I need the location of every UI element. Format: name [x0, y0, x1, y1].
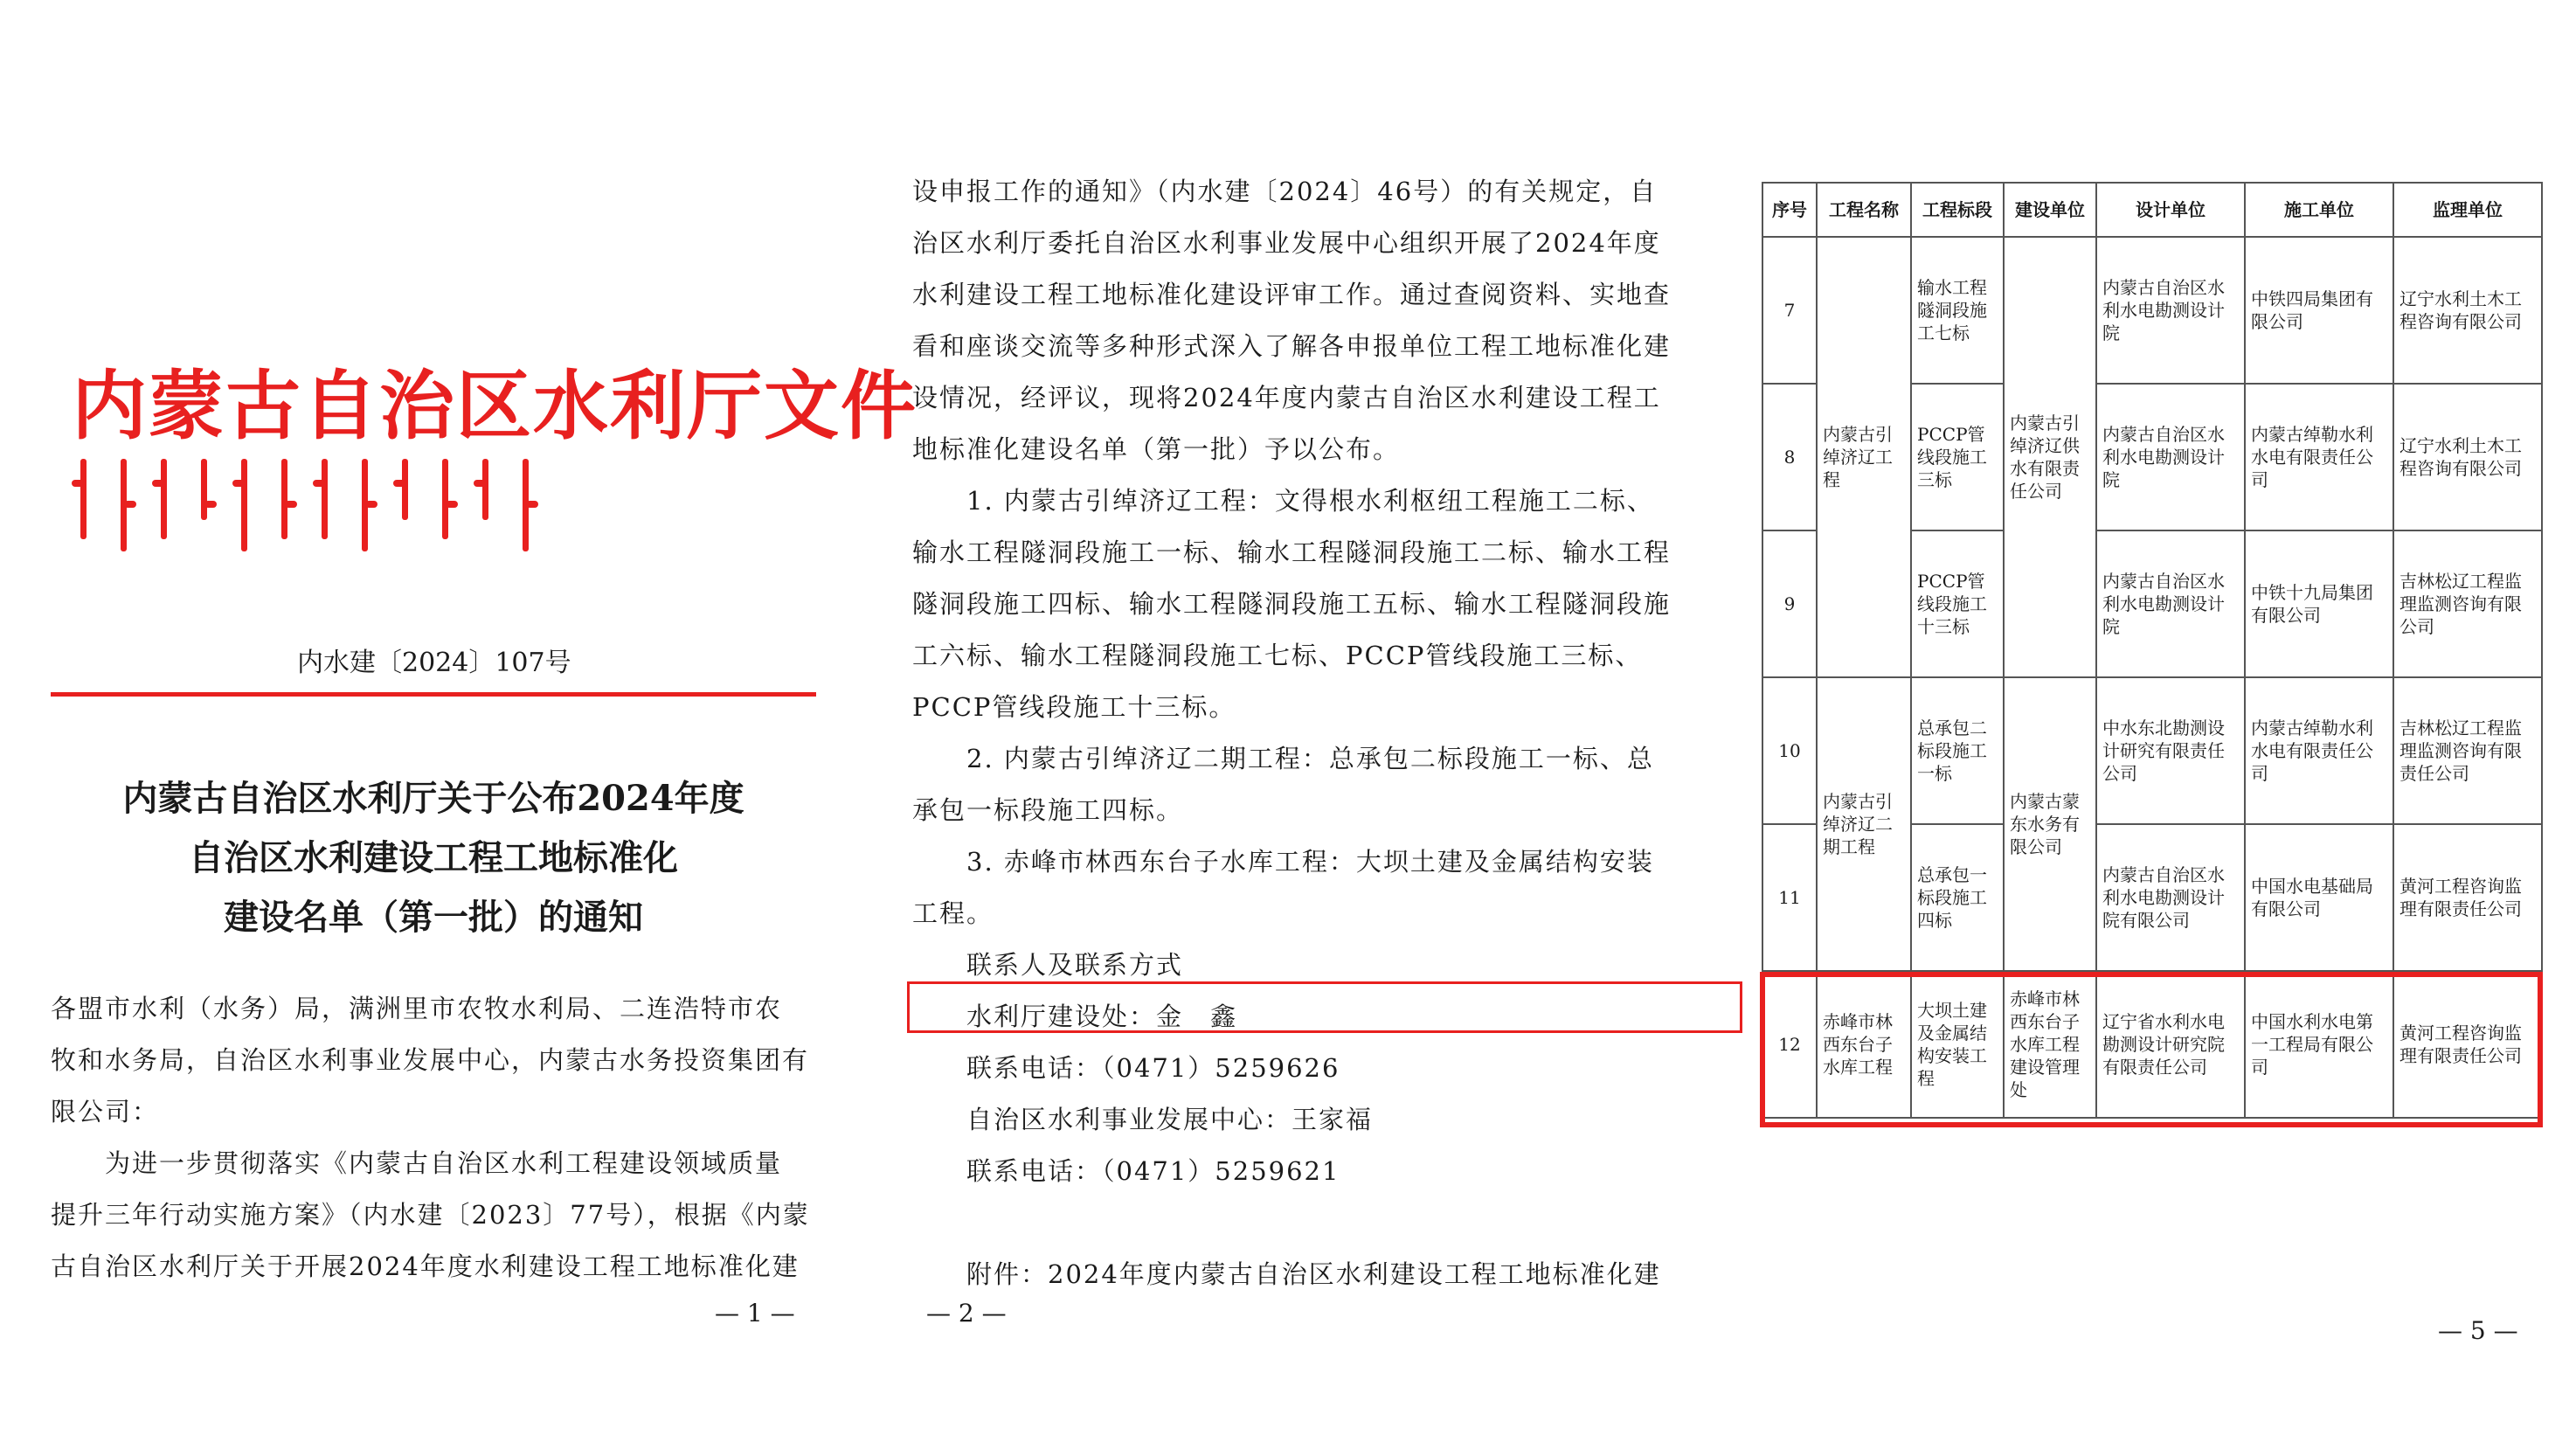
body-line: 工程。 — [912, 898, 994, 928]
body-line: 承包一标段施工四标。 — [912, 795, 1184, 825]
body-line: 地标准化建设名单（第一批）予以公布。 — [912, 434, 1401, 464]
document-header-title: 内蒙古自治区水利厅文件 — [72, 362, 918, 450]
notice-title-line: 自治区水利建设工程工地标准化 — [189, 837, 678, 878]
mongolian-glyph — [320, 459, 329, 539]
body-line: 自治区水利事业发展中心：王家福 — [912, 1105, 1374, 1134]
body-line: 古自治区水利厅关于开展2024年度水利建设工程工地标准化建 — [51, 1251, 800, 1281]
cell-section: 输水工程隧洞段施工七标 — [1911, 237, 2004, 384]
cell-construction: 中铁四局集团有限公司 — [2245, 237, 2393, 384]
mongolian-glyph — [400, 459, 409, 520]
cell-construction: 中国水利水电第一工程局有限公司 — [2245, 971, 2393, 1118]
mongolian-glyph — [440, 459, 449, 539]
body-line: 联系人及联系方式 — [912, 950, 1184, 980]
red-divider-line — [51, 692, 816, 697]
cell-no: 9 — [1762, 530, 1817, 677]
cell-builder-merged: 内蒙古蒙东水务有限公司 — [2004, 677, 2096, 971]
col-header-section: 工程标段 — [1911, 183, 2004, 237]
cell-section: 总承包一标段施工四标 — [1911, 824, 2004, 971]
cell-builder: 赤峰市林西东台子水库工程建设管理处 — [2004, 971, 2096, 1118]
cell-design: 内蒙古自治区水利水电勘测设计院有限公司 — [2096, 824, 2245, 971]
cell-supervision: 吉林松辽工程监理监测咨询有限公司 — [2393, 530, 2542, 677]
page1-body — [51, 983, 816, 1293]
highlight-frame-row-12 — [1760, 972, 2543, 1127]
mongolian-script-header — [79, 459, 530, 551]
document-page-5-table — [1739, 0, 2576, 1449]
table-row — [1762, 677, 2542, 824]
cell-design: 内蒙古自治区水利水电勘测设计院 — [2096, 530, 2245, 677]
cell-no: 7 — [1762, 237, 1817, 384]
body-line: 联系电话：（0471）5259626 — [912, 1053, 1340, 1083]
body-line: 为进一步贯彻落实《内蒙古自治区水利工程建设领域质量 — [51, 1148, 783, 1178]
table-row — [1762, 237, 2542, 384]
body-line: 限公司： — [51, 1097, 160, 1127]
page-number: — 5 — — [2438, 1316, 2518, 1345]
cell-design: 中水东北勘测设计研究有限责任公司 — [2096, 677, 2245, 824]
mongolian-glyph — [521, 459, 530, 551]
cell-no: 11 — [1762, 824, 1817, 971]
body-line: 联系电话：（0471）5259621 — [912, 1156, 1340, 1186]
cell-supervision: 辽宁水利土木工程咨询有限公司 — [2393, 384, 2542, 530]
body-line: 提升三年行动实施方案》（内水建〔2023〕77号），根据《内蒙 — [51, 1200, 810, 1230]
col-header-no: 序号 — [1762, 183, 1817, 237]
body-line: PCCP管线段施工十三标。 — [912, 692, 1236, 722]
body-line — [912, 1197, 1681, 1249]
notice-title — [51, 769, 816, 947]
body-line: 工六标、输水工程隧洞段施工七标、PCCP管线段施工三标、 — [912, 641, 1643, 670]
body-line: 设情况，经评议，现将2024年度内蒙古自治区水利建设工程工 — [912, 383, 1661, 413]
cell-no: 10 — [1762, 677, 1817, 824]
cell-section: PCCP管线段施工三标 — [1911, 384, 2004, 530]
body-line: 牧和水务局，自治区水利事业发展中心，内蒙古水务投资集团有 — [51, 1045, 810, 1075]
body-line: 附件：2024年度内蒙古自治区水利建设工程工地标准化建 — [912, 1259, 1661, 1289]
mongolian-glyph — [79, 459, 87, 539]
cell-design: 内蒙古自治区水利水电勘测设计院 — [2096, 384, 2245, 530]
cell-construction: 内蒙古绰勒水利水电有限责任公司 — [2245, 384, 2393, 530]
col-header-project: 工程名称 — [1817, 183, 1911, 237]
cell-design: 辽宁省水利水电勘测设计研究院有限责任公司 — [2096, 971, 2245, 1118]
cell-design: 内蒙古自治区水利水电勘测设计院 — [2096, 237, 2245, 384]
cell-supervision: 黄河工程咨询监理有限责任公司 — [2393, 971, 2542, 1118]
mongolian-glyph — [159, 459, 168, 539]
mongolian-glyph — [199, 459, 208, 520]
body-line: 3. 赤峰市林西东台子水库工程：大坝土建及金属结构安装 — [912, 847, 1654, 877]
cell-construction: 中国水电基础局有限公司 — [2245, 824, 2393, 971]
mongolian-glyph — [239, 459, 248, 551]
table-header-row — [1762, 183, 2542, 237]
cell-project-merged: 内蒙古引绰济辽工程 — [1817, 237, 1911, 677]
body-line: 设申报工作的通知》（内水建〔2024〕46号）的有关规定，自 — [912, 177, 1658, 206]
body-line: 隧洞段施工四标、输水工程隧洞段施工五标、输水工程隧洞段施 — [912, 589, 1672, 619]
cell-supervision: 辽宁水利土木工程咨询有限公司 — [2393, 237, 2542, 384]
body-line: 输水工程隧洞段施工一标、输水工程隧洞段施工二标、输水工程 — [912, 537, 1672, 567]
page-number: — 1 — — [715, 1299, 795, 1328]
col-header-design: 设计单位 — [2096, 183, 2245, 237]
body-line: 水利建设工程工地标准化建设评审工作。通过查阅资料、实地查 — [912, 280, 1672, 309]
cell-no: 8 — [1762, 384, 1817, 530]
document-page-1 — [0, 0, 918, 1449]
cell-project: 赤峰市林西东台子水库工程 — [1817, 971, 1911, 1118]
cell-no: 12 — [1762, 971, 1817, 1118]
col-header-supervision: 监理单位 — [2393, 183, 2542, 237]
mongolian-glyph — [280, 459, 288, 539]
highlight-box-item-3 — [907, 981, 1742, 1033]
body-line: 2. 内蒙古引绰济辽二期工程：总承包二标段施工一标、总 — [912, 744, 1654, 773]
cell-project-merged: 内蒙古引绰济辽二期工程 — [1817, 677, 1911, 971]
cell-builder-merged: 内蒙古引绰济辽供水有限责任公司 — [2004, 237, 2096, 677]
cell-construction: 内蒙古绰勒水利水电有限责任公司 — [2245, 677, 2393, 824]
document-page-2 — [856, 0, 1739, 1449]
cell-section: PCCP管线段施工十三标 — [1911, 530, 2004, 677]
page2-body — [912, 166, 1681, 1300]
body-line: 各盟市水利（水务）局，满洲里市农牧水利局、二连浩特市农 — [51, 994, 783, 1023]
body-line: 治区水利厅委托自治区水利事业发展中心组织开展了2024年度 — [912, 228, 1661, 258]
cell-section: 大坝土建及金属结构安装工程 — [1911, 971, 2004, 1118]
col-header-construction: 施工单位 — [2245, 183, 2393, 237]
body-line: 水利厅建设处：金 鑫 — [912, 1002, 1238, 1031]
cell-section: 总承包二标段施工一标 — [1911, 677, 2004, 824]
mongolian-glyph — [119, 459, 128, 551]
document-number: 内水建〔2024〕107号 — [297, 648, 571, 678]
notice-title-line: 内蒙古自治区水利厅关于公布2024年度 — [122, 778, 744, 819]
page-number: — 2 — — [926, 1299, 1007, 1328]
cell-supervision: 吉林松辽工程监理监测咨询有限责任公司 — [2393, 677, 2542, 824]
col-header-builder: 建设单位 — [2004, 183, 2096, 237]
notice-title-line: 建设名单（第一批）的通知 — [224, 897, 643, 938]
body-line: 1. 内蒙古引绰济辽工程：文得根水利枢纽工程施工二标、 — [912, 486, 1654, 516]
body-line: 看和座谈交流等多种形式深入了解各申报单位工程工地标准化建 — [912, 331, 1672, 361]
mongolian-glyph — [481, 459, 489, 520]
mongolian-glyph — [360, 459, 369, 551]
cell-construction: 中铁十九局集团有限公司 — [2245, 530, 2393, 677]
cell-supervision: 黄河工程咨询监理有限责任公司 — [2393, 824, 2542, 971]
